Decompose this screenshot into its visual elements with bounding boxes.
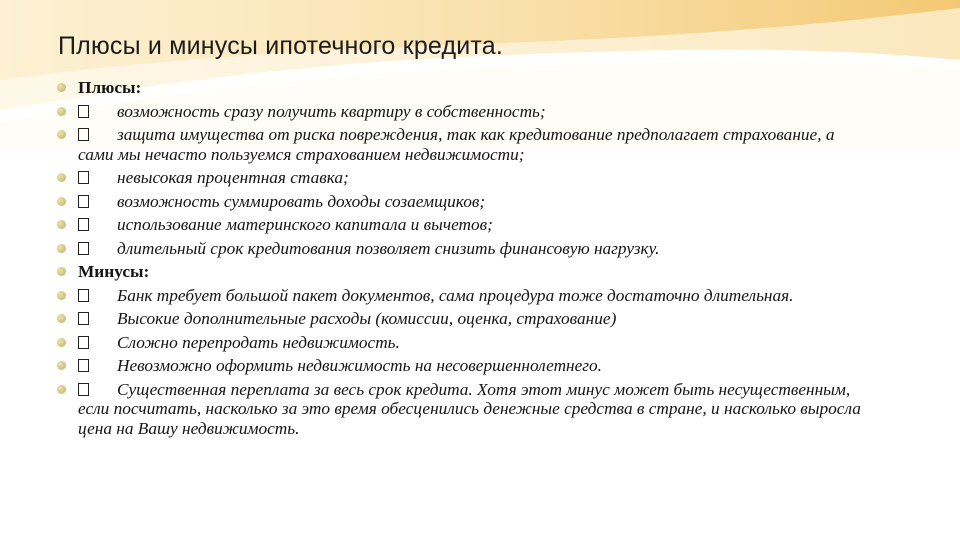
item-text: Плюсы: (78, 78, 142, 97)
item-text: Сложно перепродать недвижимость. (117, 332, 400, 352)
empty-square-box-icon (78, 218, 89, 231)
circle-bullet-icon (57, 197, 66, 206)
item-text: Минусы: (78, 262, 150, 281)
circle-bullet-icon (57, 291, 66, 300)
list-item (54, 192, 864, 212)
empty-square-box-icon (78, 242, 89, 255)
item-text: возможность сразу получить квартиру в собственность; (117, 101, 546, 121)
item-text: длительный срок кредитования позволяет снизить финансовую нагрузку. (117, 238, 660, 258)
empty-square-box-icon (78, 359, 89, 372)
item-text: защита имущества от риска повреждения, так как кредитование предполагает страхование, а сами мы нечасто пользуемся страхованием недвижимости; (78, 125, 835, 164)
circle-bullet-icon (57, 338, 66, 347)
list-item (54, 168, 864, 188)
circle-bullet-icon (57, 267, 66, 276)
slide-title: Плюсы и минусы ипотечного кредита. (58, 32, 504, 60)
list-item (54, 125, 864, 164)
empty-square-box-icon (78, 336, 89, 349)
circle-bullet-icon (57, 361, 66, 370)
circle-bullet-icon (57, 244, 66, 253)
circle-bullet-icon (57, 385, 66, 394)
empty-square-box-icon (78, 105, 89, 118)
item-text: Существенная переплата за весь срок кредита. Хотя этот минус может быть несущественным, если посчитать, насколько за это время обесценились денежные средства в стране, и насколько выросла цена на Вашу недвижимость. (78, 379, 861, 438)
list-item (54, 215, 864, 235)
empty-square-box-icon (78, 128, 89, 141)
item-text: возможность суммировать доходы созаемщиков; (117, 191, 486, 211)
item-text: использование материнского капитала и вычетов; (117, 215, 493, 234)
empty-square-box-icon (78, 289, 89, 302)
empty-square-box-icon (78, 312, 89, 325)
list-item (54, 78, 864, 98)
item-text: Банк требует большой пакет документов, сама процедура тоже достаточно длительная. (117, 285, 794, 305)
item-text: невысокая процентная ставка; (117, 168, 349, 187)
list-item (54, 286, 864, 306)
empty-square-box-icon (78, 383, 89, 396)
list-item (54, 102, 864, 122)
circle-bullet-icon (57, 130, 66, 139)
list-item (54, 239, 864, 259)
list-item (54, 333, 864, 353)
circle-bullet-icon (57, 83, 66, 92)
circle-bullet-icon (57, 173, 66, 182)
empty-square-box-icon (78, 195, 89, 208)
circle-bullet-icon (57, 107, 66, 116)
list-item (54, 380, 864, 439)
list-item (54, 309, 864, 329)
list-item (54, 356, 864, 376)
content-list (54, 78, 864, 442)
empty-square-box-icon (78, 171, 89, 184)
item-text: Высокие дополнительные расходы (комиссии, оценка, страхование) (117, 309, 617, 328)
circle-bullet-icon (57, 220, 66, 229)
circle-bullet-icon (57, 314, 66, 323)
list-item (54, 262, 864, 282)
item-text: Невозможно оформить недвижимость на несовершеннолетнего. (117, 356, 602, 375)
